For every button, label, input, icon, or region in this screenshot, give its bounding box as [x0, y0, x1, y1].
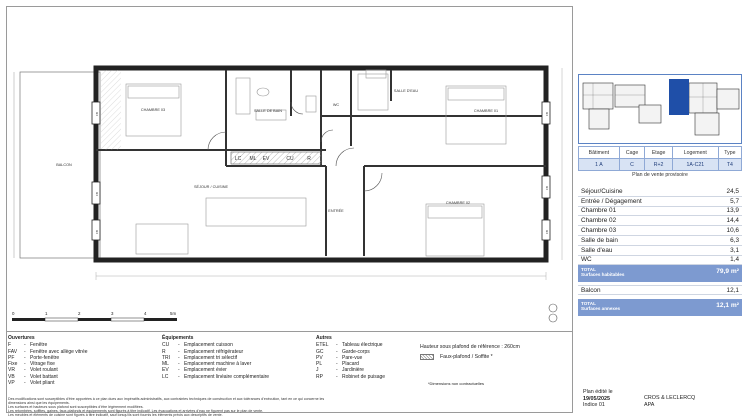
- section-marker-icon: [549, 314, 557, 322]
- legend-heading: Équipements: [162, 335, 194, 341]
- scale-bar: [12, 318, 177, 321]
- legend-heading: Ouvertures: [8, 335, 35, 341]
- window-tag: FB: [545, 112, 549, 116]
- info-header: Logement: [672, 147, 718, 159]
- window-tag: FB: [95, 230, 99, 234]
- info-value: 1 A: [579, 159, 620, 171]
- plan-indice: Indice 01: [583, 402, 605, 409]
- architect-apa: APA: [644, 401, 655, 408]
- legend-item: FAV - Fenêtre avec allège vitrée: [8, 348, 88, 355]
- legend-item: PL - Placard: [316, 361, 359, 368]
- legend-item: VB - Volet battant: [8, 373, 58, 380]
- window-tag: FB: [545, 186, 549, 190]
- surface-row: Séjour/Cuisine 24,5: [578, 187, 742, 197]
- surface-row: Chambre 03 10,6: [578, 226, 742, 236]
- legend-item: PF - Porte-fenêtre: [8, 354, 60, 361]
- total-habitable-row: TOTAL Surfaces habitables 79,9 m²: [578, 265, 742, 282]
- architect-name: CROS & LECLERCQ: [644, 395, 696, 401]
- surface-row: Salle de bain 6,3: [578, 236, 742, 246]
- surface-table: [578, 187, 742, 316]
- legend-divider: [6, 331, 573, 332]
- disclaimer: Des modifications sont susceptibles d'être apportées à ce plan dues aux impératifs administratifs, aux contraintes techniques de construction et aux tolérances d'exécution, tant en ce qui concerne les dimensions ainsi que les équipements. Les surfaces et hauteurs sous plafond sont susceptibles d'être légèrement modifiées. Les retombées, soffites, gaines, faux-plafonds et équipements sont figurés à titre indicatif. Les évacuations et arrivées d'eau ne figurent pas sur le plan de vente. Les meubles et éléments de cuisine sont figurés à titre indicatif, sauf lorsqu'ils sont fournis les éléments précis aux descriptifs de vente.: [8, 397, 325, 418]
- info-value: 1A-C21: [672, 159, 718, 171]
- surface-row: Entrée / Dégagement 5,7: [578, 197, 742, 207]
- legend-item: J - Jardinière: [316, 367, 364, 374]
- window-tag: FB: [545, 230, 549, 234]
- edited-label: Plan édité le: [583, 389, 613, 395]
- scale-label: 2: [78, 311, 81, 316]
- info-header: Bâtiment: [579, 147, 620, 159]
- room-label-wc: WC: [332, 103, 340, 107]
- info-header: Etage: [645, 147, 673, 159]
- scale-label: 5m: [170, 311, 177, 316]
- info-value: T4: [718, 159, 741, 171]
- window-tag: FB: [95, 112, 99, 116]
- legend-item: TRI - Emplacement tri sélectif: [162, 354, 238, 361]
- info-header: Cage: [619, 147, 644, 159]
- legend-item: LC - Emplacement linéaire complémentaire: [162, 373, 270, 380]
- legend-item: VR - Volet roulant: [8, 367, 58, 374]
- ceiling-height-note: Hauteur sous plafond de référence : 260cm: [420, 344, 520, 350]
- balcon-row: Balcon 12,1: [578, 285, 742, 295]
- legend-item: ML - Emplacement machine à laver: [162, 361, 252, 368]
- info-value: C: [619, 159, 644, 171]
- scale-label: 1: [45, 311, 48, 316]
- faux-plafond-swatch: [420, 354, 434, 360]
- equip-label-ml: ML: [249, 156, 257, 162]
- highlighted-unit: [669, 79, 689, 115]
- window-tag: FB: [95, 192, 99, 196]
- section-marker-icon: [549, 304, 557, 312]
- room-label-balcon: BALCON: [56, 163, 72, 167]
- legend-heading: Autres: [316, 335, 332, 341]
- info-panel: [578, 74, 742, 414]
- legend-item: ETEL - Tableau électrique: [316, 342, 383, 349]
- equip-label-ev: EV: [262, 156, 270, 162]
- legend-item: R - Emplacement réfrigérateur: [162, 348, 244, 355]
- legend-item: GC - Garde-corps: [316, 348, 370, 355]
- surface-row: WC 1,4: [578, 256, 742, 266]
- scale-label: 4: [144, 311, 147, 316]
- surface-row: Chambre 02 14,4: [578, 216, 742, 226]
- legend-equipements: [162, 335, 302, 380]
- legend-autres: [316, 335, 406, 380]
- scale-label: 3: [111, 311, 114, 316]
- floor-plan: [6, 6, 573, 331]
- room-label-sejour: SÉJOUR / CUISINE: [194, 185, 228, 189]
- surface-row: Chambre 01 13,9: [578, 207, 742, 217]
- surface-row: Salle d'eau 3,1: [578, 246, 742, 256]
- edited-date: 19/05/2025: [583, 395, 610, 402]
- legend-ouvertures: [8, 335, 148, 386]
- legend-item: VP - Volet pliant: [8, 380, 55, 387]
- scale-label: 0: [12, 311, 15, 316]
- equip-label-lc: LC: [234, 156, 242, 162]
- room-label-entree: ENTRÉE: [328, 209, 344, 213]
- info-value: R+2: [645, 159, 673, 171]
- total-annexes-row: TOTAL Surfaces annexes 12,1 m²: [578, 299, 742, 316]
- room-label-chambre-03: CHAMBRE 03: [140, 108, 166, 112]
- info-header: Type: [718, 147, 741, 159]
- unit-info-table: [578, 146, 742, 171]
- plan-status: Plan de vente provisoire: [632, 172, 688, 178]
- room-label-salle-de-bain: SALLE DE BAIN: [253, 109, 283, 113]
- equip-label-r: R: [307, 156, 311, 162]
- soffit-zone-left: [101, 70, 121, 150]
- legend-item: RP - Robinet de puisage: [316, 373, 386, 380]
- legend-item: F - Fenêtre: [8, 342, 48, 349]
- legend-item: EV - Emplacement évier: [162, 367, 227, 374]
- room-label-chambre-02: CHAMBRE 02: [445, 201, 471, 205]
- room-label-chambre-01: CHAMBRE 01: [473, 109, 499, 113]
- key-plan: [578, 74, 742, 144]
- faux-plafond-label: Faux-plafond / Soffite *: [440, 354, 493, 360]
- equip-label-cu: CU: [286, 156, 294, 162]
- legend-item: CU - Emplacement cuisson: [162, 342, 233, 349]
- legend-item: PV - Pare-vue: [316, 354, 363, 361]
- room-label-salle-deau: SALLE D'EAU: [393, 89, 419, 93]
- legend-item: Fixe - Vitrage fixe: [8, 361, 55, 368]
- dimensions-note: *Dimensions non contractuelles: [428, 381, 485, 386]
